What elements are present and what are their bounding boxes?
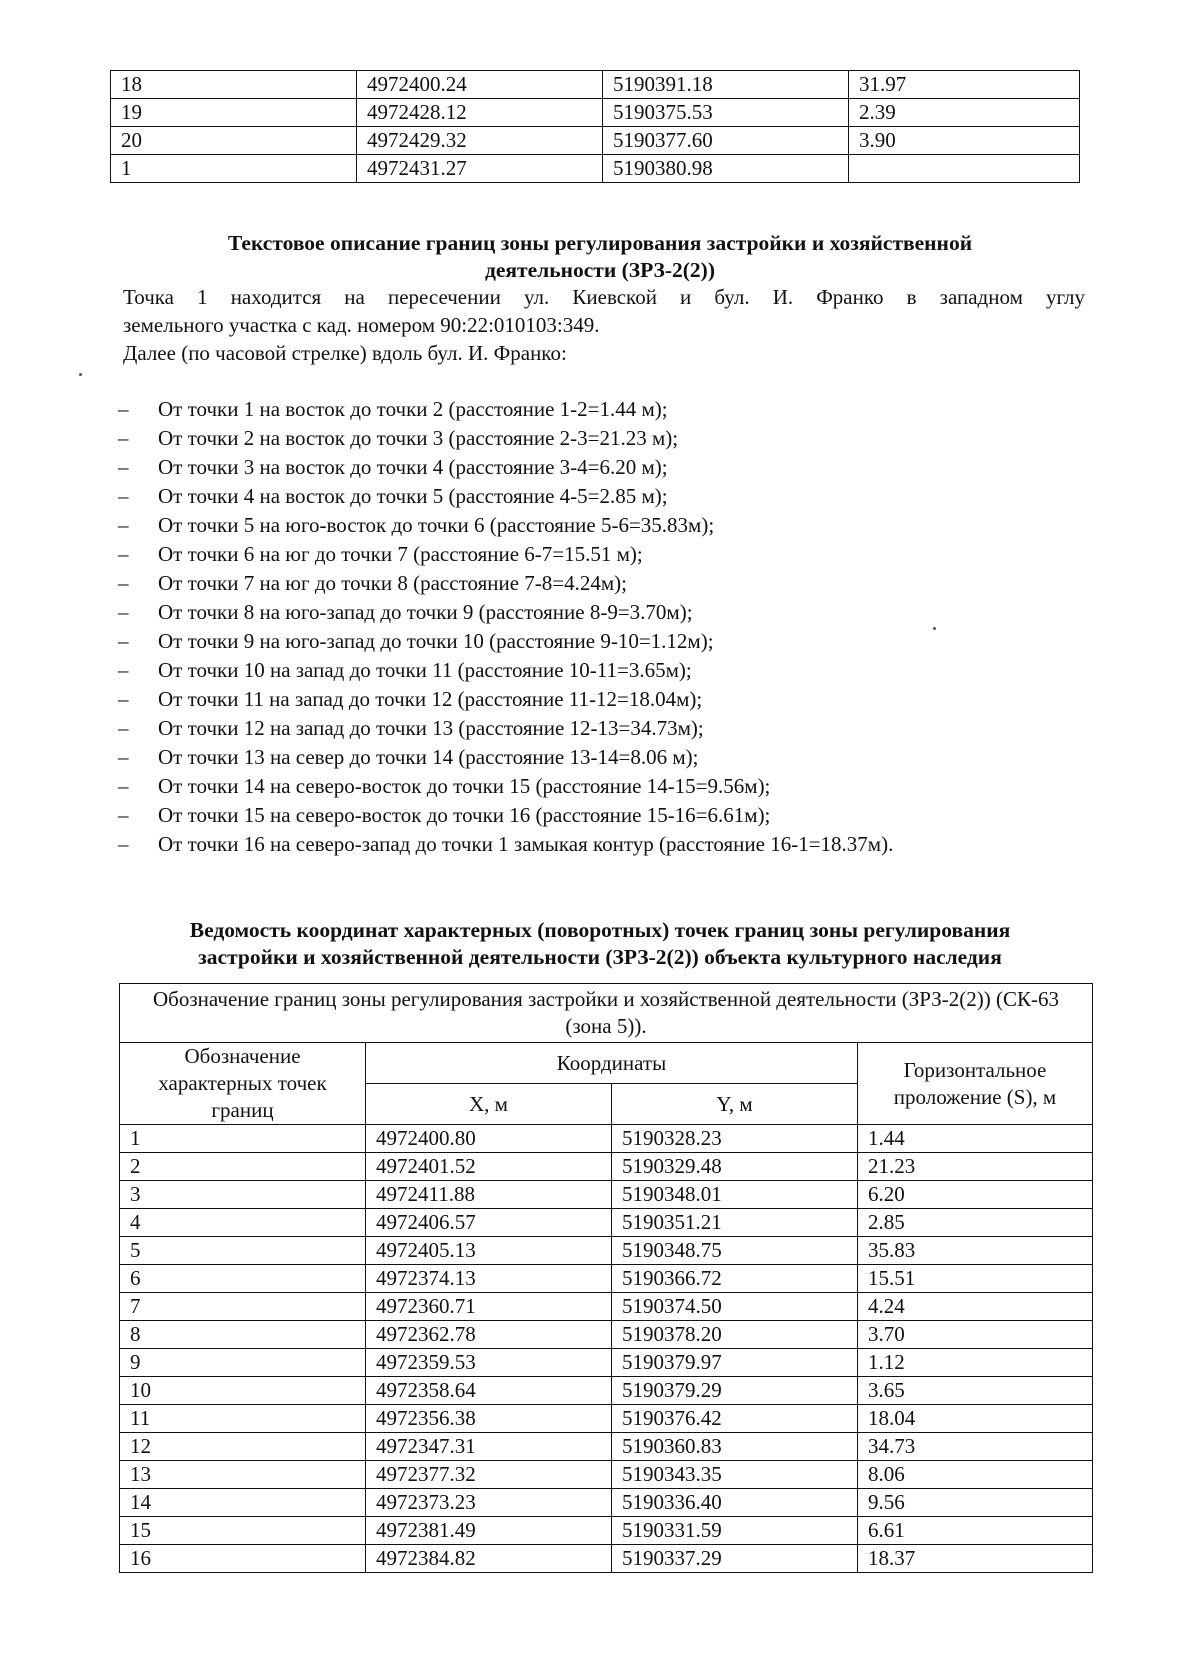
table-cell: 5190343.35 — [612, 1461, 858, 1489]
bullet-dash: – — [118, 571, 129, 595]
step-text: От точки 12 на запад до точки 13 (расстояние 12-13=34.73м); — [158, 716, 704, 740]
table-cell: 4972362.78 — [366, 1321, 612, 1349]
step-text: От точки 16 на северо-запад до точки 1 замыкая контур (расстояние 16-1=18.37м). — [158, 832, 894, 856]
coordinate-table — [119, 983, 1093, 1573]
bullet-dash: – — [118, 426, 129, 450]
table-row — [111, 127, 1080, 155]
table-cell: 5190360.83 — [612, 1433, 858, 1461]
step-text: От точки 11 на запад до точки 12 (расстояние 11-12=18.04м); — [158, 687, 703, 711]
bullet-dash: – — [118, 455, 129, 479]
table-cell: 18.04 — [858, 1405, 1093, 1433]
list-item — [118, 656, 893, 685]
table-row — [120, 1265, 1093, 1293]
table-cell: 4972360.71 — [366, 1293, 612, 1321]
list-item — [118, 685, 893, 714]
table-row — [120, 1181, 1093, 1209]
list-item — [118, 772, 893, 801]
bullet-dash: – — [118, 774, 129, 798]
list-item — [118, 511, 893, 540]
table-cell: 5190348.75 — [612, 1237, 858, 1265]
section2-title-line2: застройки и хозяйственной деятельности (ЗРЗ-2(2)) объекта культурного наследия — [198, 945, 1002, 969]
table-cell: 3.90 — [849, 127, 1080, 155]
table-cell: 4972429.32 — [357, 127, 603, 155]
table-cell: 5190336.40 — [612, 1489, 858, 1517]
bullet-dash: – — [118, 803, 129, 827]
table-cell: 4972431.27 — [357, 155, 603, 183]
direction-line: Далее (по часовой стрелке) вдоль бул. И. Франко: — [123, 341, 567, 365]
table-cell: 1.44 — [858, 1125, 1093, 1153]
section1-heading — [120, 230, 1080, 284]
scan-speck — [933, 627, 936, 630]
table-cell: 3.70 — [858, 1321, 1093, 1349]
table-cell: 12 — [120, 1433, 366, 1461]
table-cell: 2.85 — [858, 1209, 1093, 1237]
list-item — [118, 714, 893, 743]
section2-title-line1: Ведомость координат характерных (поворотных) точек границ зоны регулирования — [189, 918, 1011, 942]
bullet-dash: – — [118, 716, 129, 740]
table-cell: 18 — [111, 71, 357, 99]
bullet-dash: – — [118, 542, 129, 566]
table-cell: 15 — [120, 1517, 366, 1545]
header-coordinates: Координаты — [366, 1043, 858, 1084]
coordinate-table-body — [120, 1125, 1093, 1573]
step-text: От точки 14 на северо-восток до точки 15 (расстояние 14-15=9.56м); — [158, 774, 771, 798]
table-cell — [849, 155, 1080, 183]
table-cell: 5190366.72 — [612, 1265, 858, 1293]
table-cell: 4972401.52 — [366, 1153, 612, 1181]
table-cell: 35.83 — [858, 1237, 1093, 1265]
list-item — [118, 453, 893, 482]
boundary-steps-list — [118, 395, 893, 859]
table-cell: 4972377.32 — [366, 1461, 612, 1489]
intro-paragraph — [123, 283, 1085, 339]
table-cell: 3 — [120, 1181, 366, 1209]
table-row — [120, 1461, 1093, 1489]
list-item — [118, 743, 893, 772]
table-cell: 5 — [120, 1237, 366, 1265]
table-cell: 5190374.50 — [612, 1293, 858, 1321]
table-cell: 7 — [120, 1293, 366, 1321]
bullet-dash: – — [118, 484, 129, 508]
table-cell: 5190351.21 — [612, 1209, 858, 1237]
bullet-dash: – — [118, 687, 129, 711]
table-caption: Обозначение границ зоны регулирования застройки и хозяйственной деятельности (ЗРЗ-2(2)) (СК-63 (зона 5)). — [120, 984, 1093, 1043]
table-cell: 4972347.31 — [366, 1433, 612, 1461]
table-cell: 4972384.82 — [366, 1545, 612, 1573]
table-cell: 5190377.60 — [603, 127, 849, 155]
table-cell: 5190378.20 — [612, 1321, 858, 1349]
section1-title-line1: Текстовое описание границ зоны регулирования застройки и хозяйственной — [227, 231, 973, 255]
list-item — [118, 627, 893, 656]
table-cell: 19 — [111, 99, 357, 127]
table-cell: 4972381.49 — [366, 1517, 612, 1545]
list-item — [118, 801, 893, 830]
table-cell: 4972373.23 — [366, 1489, 612, 1517]
step-text: От точки 4 на восток до точки 5 (расстояние 4-5=2.85 м); — [158, 484, 668, 508]
step-text: От точки 9 на юго-запад до точки 10 (расстояние 9-10=1.12м); — [158, 629, 714, 653]
bullet-dash: – — [118, 832, 129, 856]
table-row — [120, 1321, 1093, 1349]
table-row — [111, 155, 1080, 183]
table-cell: 9 — [120, 1349, 366, 1377]
table-cell: 14 — [120, 1489, 366, 1517]
table-cell: 6.61 — [858, 1517, 1093, 1545]
table-cell: 5190348.01 — [612, 1181, 858, 1209]
list-item — [118, 540, 893, 569]
table-cell: 5190375.53 — [603, 99, 849, 127]
table-row — [120, 1209, 1093, 1237]
list-item — [118, 598, 893, 627]
step-text: От точки 3 на восток до точки 4 (расстояние 3-4=6.20 м); — [158, 455, 668, 479]
table-cell: 5190380.98 — [603, 155, 849, 183]
table-cell: 2 — [120, 1153, 366, 1181]
table-cell: 5190331.59 — [612, 1517, 858, 1545]
bullet-dash: – — [118, 600, 129, 624]
table-cell: 4972374.13 — [366, 1265, 612, 1293]
step-text: От точки 13 на север до точки 14 (расстояние 13-14=8.06 м); — [158, 745, 699, 769]
table-row — [120, 1377, 1093, 1405]
table-cell: 4972400.80 — [366, 1125, 612, 1153]
table-cell: 21.23 — [858, 1153, 1093, 1181]
table-cell: 16 — [120, 1545, 366, 1573]
bullet-dash: – — [118, 658, 129, 682]
table-cell: 4972405.13 — [366, 1237, 612, 1265]
table-cell: 31.97 — [849, 71, 1080, 99]
table-cell: 5190328.23 — [612, 1125, 858, 1153]
table-cell: 10 — [120, 1377, 366, 1405]
intro-line2: земельного участка с кад. номером 90:22:010103:349. — [123, 313, 600, 337]
table-cell: 5190379.97 — [612, 1349, 858, 1377]
header-horizontal-distance: Горизонтальное проложение (S), м — [858, 1043, 1093, 1125]
table-cell: 8 — [120, 1321, 366, 1349]
table-cell: 11 — [120, 1405, 366, 1433]
table-row — [120, 1349, 1093, 1377]
table-cell: 1 — [120, 1125, 366, 1153]
header-y: Y, м — [612, 1084, 858, 1125]
intro-line1: Точка 1 находится на пересечении ул. Киевской и бул. И. Франко в западном углу — [123, 285, 1085, 309]
bullet-dash: – — [118, 745, 129, 769]
bullet-dash: – — [118, 397, 129, 421]
table-cell: 5190379.29 — [612, 1377, 858, 1405]
bullet-dash: – — [118, 629, 129, 653]
step-text: От точки 15 на северо-восток до точки 16 (расстояние 15-16=6.61м); — [158, 803, 771, 827]
continued-coordinate-table — [110, 70, 1080, 183]
table-cell: 5190391.18 — [603, 71, 849, 99]
table-cell: 4972428.12 — [357, 99, 603, 127]
step-text: От точки 10 на запад до точки 11 (расстояние 10-11=3.65м); — [158, 658, 692, 682]
table-row — [120, 1125, 1093, 1153]
table-cell: 18.37 — [858, 1545, 1093, 1573]
continued-table-body — [111, 71, 1080, 183]
table-cell: 4972400.24 — [357, 71, 603, 99]
table-cell: 4972358.64 — [366, 1377, 612, 1405]
header-x: X, м — [366, 1084, 612, 1125]
table-row — [111, 99, 1080, 127]
table-row — [120, 1545, 1093, 1573]
step-text: От точки 5 на юго-восток до точки 6 (расстояние 5-6=35.83м); — [158, 513, 715, 537]
table-cell: 5190376.42 — [612, 1405, 858, 1433]
table-cell: 5190337.29 — [612, 1545, 858, 1573]
table-cell: 8.06 — [858, 1461, 1093, 1489]
section1-title-line2: деятельности (ЗРЗ-2(2)) — [485, 258, 715, 282]
section2-heading — [120, 917, 1080, 971]
header-points: Обозначение характерных точек границ — [120, 1043, 366, 1125]
list-item — [118, 569, 893, 598]
table-row — [120, 1237, 1093, 1265]
table-cell: 9.56 — [858, 1489, 1093, 1517]
table-cell: 2.39 — [849, 99, 1080, 127]
step-text: От точки 8 на юго-запад до точки 9 (расстояние 8-9=3.70м); — [158, 600, 693, 624]
table-cell: 1 — [111, 155, 357, 183]
table-cell: 13 — [120, 1461, 366, 1489]
table-row — [120, 1433, 1093, 1461]
list-item — [118, 424, 893, 453]
table-cell: 4 — [120, 1209, 366, 1237]
step-text: От точки 6 на юг до точки 7 (расстояние 6-7=15.51 м); — [158, 542, 643, 566]
table-cell: 4972406.57 — [366, 1209, 612, 1237]
table-cell: 5190329.48 — [612, 1153, 858, 1181]
bullet-dash: – — [118, 513, 129, 537]
table-row — [120, 1153, 1093, 1181]
table-row — [111, 71, 1080, 99]
table-cell: 6.20 — [858, 1181, 1093, 1209]
table-cell: 4.24 — [858, 1293, 1093, 1321]
step-text: От точки 7 на юг до точки 8 (расстояние 7-8=4.24м); — [158, 571, 627, 595]
list-item — [118, 482, 893, 511]
table-row — [120, 1293, 1093, 1321]
step-text: От точки 2 на восток до точки 3 (расстояние 2-3=21.23 м); — [158, 426, 679, 450]
table-cell: 4972359.53 — [366, 1349, 612, 1377]
scan-speck — [79, 373, 82, 376]
table-cell: 15.51 — [858, 1265, 1093, 1293]
list-item — [118, 830, 893, 859]
table-cell: 6 — [120, 1265, 366, 1293]
table-cell: 4972411.88 — [366, 1181, 612, 1209]
table-cell: 4972356.38 — [366, 1405, 612, 1433]
table-row — [120, 1517, 1093, 1545]
table-cell: 3.65 — [858, 1377, 1093, 1405]
table-row — [120, 1489, 1093, 1517]
table-cell: 34.73 — [858, 1433, 1093, 1461]
list-item — [118, 395, 893, 424]
table-cell: 1.12 — [858, 1349, 1093, 1377]
table-cell: 20 — [111, 127, 357, 155]
step-text: От точки 1 на восток до точки 2 (расстояние 1-2=1.44 м); — [158, 397, 668, 421]
table-row — [120, 1405, 1093, 1433]
